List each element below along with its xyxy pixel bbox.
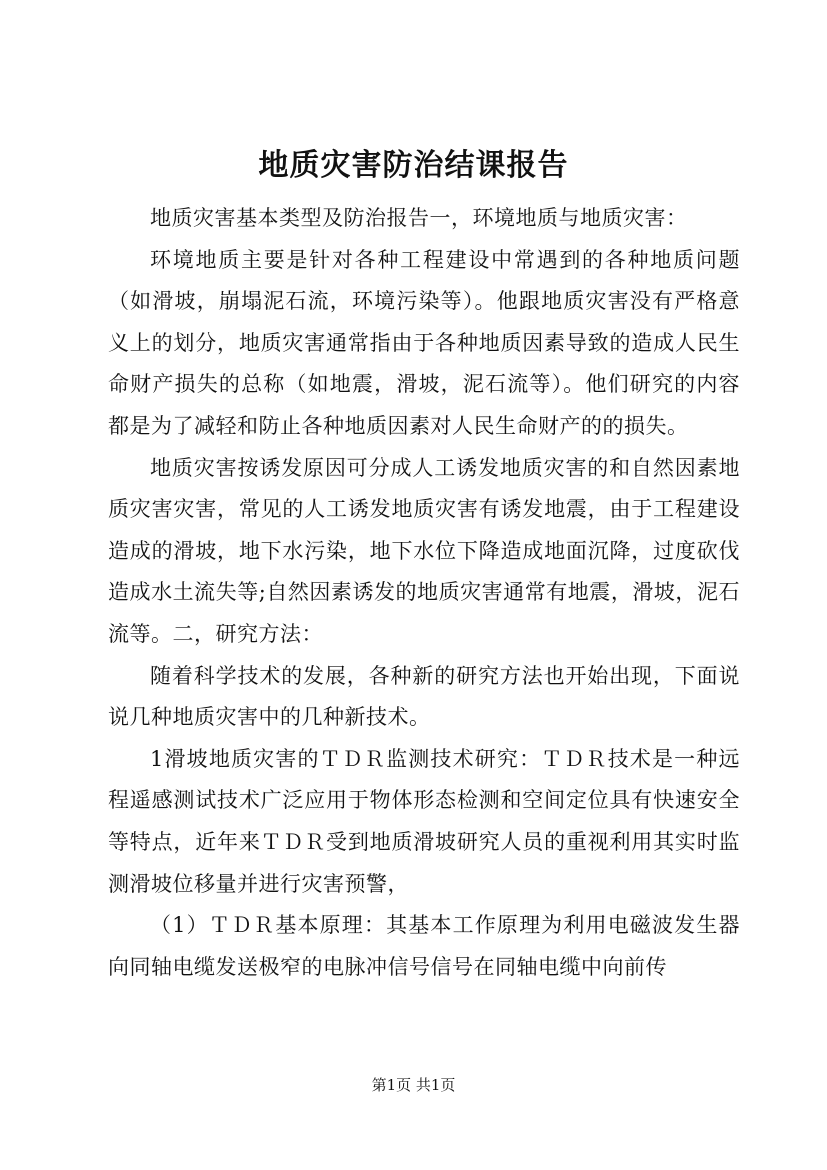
paragraph-tdr-monitoring: 1滑坡地质灾害的ＴＤＲ监测技术研究：ＴＤＲ技术是一种远程遥感测试技术广泛应用于物体形态检测和空间定位具有快速安全等特点，近年来ＴＤＲ受到地质滑坡研究人员的重视利用其实时监测滑坡位移量并进行灾害预警， (108, 746, 740, 896)
document-title: 地质灾害防治结课报告 (258, 148, 569, 183)
paragraph-intro: 地质灾害基本类型及防治报告一，环境地质与地质灾害： (150, 206, 688, 230)
paragraph-environmental-geology: 环境地质主要是针对各种工程建设中常遇到的各种地质问题（如滑坡，崩塌泥石流，环境污染等）。他跟地质灾害没有严格意义上的划分，地质灾害通常指由于各种地质因素导致的造成人民生命财产损失的总称（如地震，滑坡，泥石流等）。他们研究的内容都是为了减轻和防止各种地质因素对人民生命财产的的损失。 (108, 247, 740, 438)
paragraph-new-methods: 随着科学技术的发展，各种新的研究方法也开始出现，下面说说几种地质灾害中的几种新技术。 (108, 663, 740, 730)
paragraph-tdr-principle: （1）ＴＤＲ基本原理：其基本工作原理为利用电磁波发生器向同轴电缆发送极窄的电脉冲信号信号在同轴电缆中向前传 (108, 913, 740, 979)
page-footer: 第1页 共1页 (371, 1076, 456, 1094)
document-body (108, 198, 740, 988)
paragraph-disaster-causes: 地质灾害按诱发原因可分成人工诱发地质灾害的和自然因素地质灾害灾害，常见的人工诱发地质灾害有诱发地震，由于工程建设造成的滑坡，地下水污染，地下水位下降造成地面沉降，过度砍伐造成水土流失等;自然因素诱发的地质灾害通常有地震，滑坡，泥石流等。二，研究方法： (108, 455, 740, 646)
